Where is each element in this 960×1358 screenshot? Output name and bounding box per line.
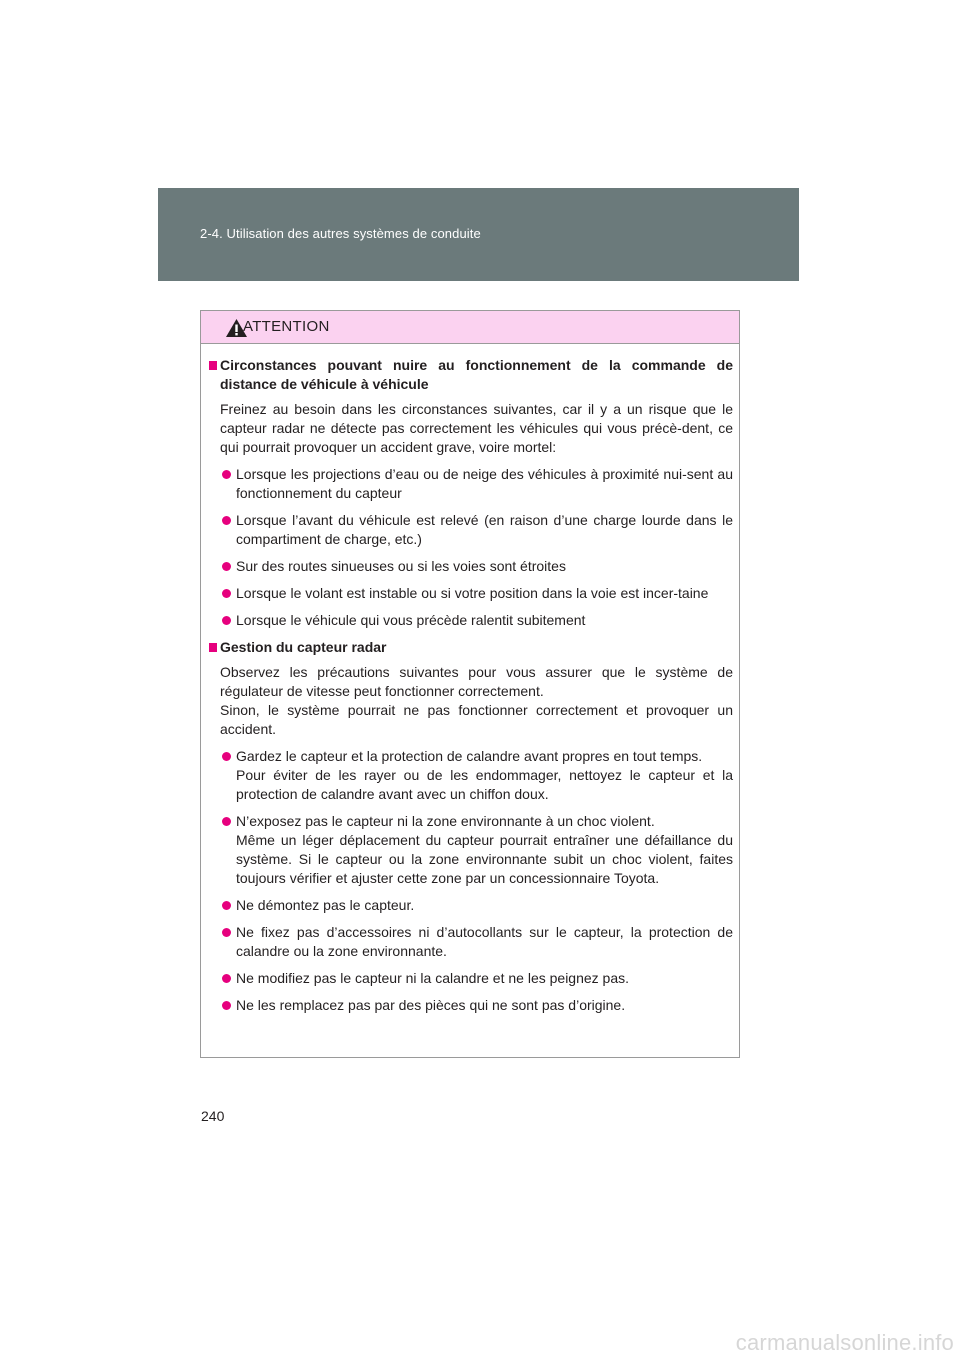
round-bullet-icon	[222, 901, 231, 910]
section-circonstances	[209, 356, 733, 394]
list-item-text: Lorsque le véhicule qui vous précède ralentit subitement	[236, 612, 586, 628]
list-item	[209, 511, 733, 549]
section-title: 2-4. Utilisation des autres systèmes de conduite	[200, 226, 481, 241]
section-heading: Gestion du capteur radar	[220, 639, 387, 655]
round-bullet-icon	[222, 974, 231, 983]
list-item	[209, 557, 733, 576]
list-item	[209, 896, 733, 915]
attention-title: ATTENTION	[243, 318, 330, 335]
list-item-text: Pour éviter de les rayer ou de les endommager, nettoyez le capteur et la protection de calandre avant avec un chiffon doux.	[236, 767, 733, 802]
section-heading: Circonstances pouvant nuire au fonctionnement de la commande de distance de véhicule à véhicule	[220, 357, 733, 392]
list-item	[209, 969, 733, 988]
round-bullet-icon	[222, 589, 231, 598]
round-bullet-icon	[222, 817, 231, 826]
round-bullet-icon	[222, 470, 231, 479]
square-bullet-icon	[209, 361, 217, 370]
list-item-text: Lorsque le volant est instable ou si votre position dans la voie est incer-taine	[236, 585, 709, 601]
list-item-text: Même un léger déplacement du capteur pourrait entraîner une défaillance du système. Si le capteur ou la zone environnante subit un choc violent, faites toujours vérifier et ajuster cette zone par un concessionnaire Toyota.	[236, 832, 733, 886]
list-item	[209, 584, 733, 603]
round-bullet-icon	[222, 562, 231, 571]
paragraph: Freinez au besoin dans les circonstances suivantes, car il y a un risque que le capteur radar ne détecte pas correctement les véhicules qui vous précè-dent, ce qui pourrait provoquer un accident grave, voire mortel:	[220, 401, 733, 455]
list-item-text: N’exposez pas le capteur ni la zone environnante à un choc violent.	[236, 813, 655, 829]
list-item	[209, 996, 733, 1015]
watermark: carmanualsonline.info	[735, 1330, 954, 1355]
list-item	[209, 923, 733, 961]
list-item	[209, 465, 733, 503]
attention-header	[201, 311, 739, 344]
section-header-bar	[158, 188, 799, 281]
list-item	[209, 747, 733, 804]
round-bullet-icon	[222, 1001, 231, 1010]
attention-body	[201, 344, 739, 1015]
list-item-text: Lorsque l’avant du véhicule est relevé (en raison d’une charge lourde dans le compartiment de charge, etc.)	[236, 512, 733, 547]
list-item-text: Gardez le capteur et la protection de calandre avant propres en tout temps.	[236, 748, 703, 764]
list-item-text: Ne démontez pas le capteur.	[236, 897, 415, 913]
list-item	[209, 611, 733, 630]
round-bullet-icon	[222, 752, 231, 761]
paragraph: Observez les précautions suivantes pour vous assurer que le système de régulateur de vitesse peut fonctionner correctement.	[220, 664, 733, 699]
round-bullet-icon	[222, 616, 231, 625]
section-gestion-capteur	[209, 638, 733, 657]
attention-box	[200, 310, 740, 1058]
round-bullet-icon	[222, 928, 231, 937]
list-item-text: Ne fixez pas d’accessoires ni d’autocollants sur le capteur, la protection de calandre ou la zone environnante.	[236, 924, 733, 959]
list-item-text: Ne modifiez pas le capteur ni la calandre et ne les peignez pas.	[236, 970, 630, 986]
square-bullet-icon	[209, 643, 217, 652]
round-bullet-icon	[222, 516, 231, 525]
page-number: 240	[201, 1108, 225, 1124]
list-item-text: Sur des routes sinueuses ou si les voies sont étroites	[236, 558, 566, 574]
list-item-text: Lorsque les projections d’eau ou de neige des véhicules à proximité nui-sent au fonctionnement du capteur	[236, 466, 733, 501]
paragraph: Sinon, le système pourrait ne pas fonctionner correctement et provoquer un accident.	[220, 702, 733, 737]
list-item	[209, 812, 733, 888]
list-item-text: Ne les remplacez pas par des pièces qui ne sont pas d’origine.	[236, 997, 626, 1013]
